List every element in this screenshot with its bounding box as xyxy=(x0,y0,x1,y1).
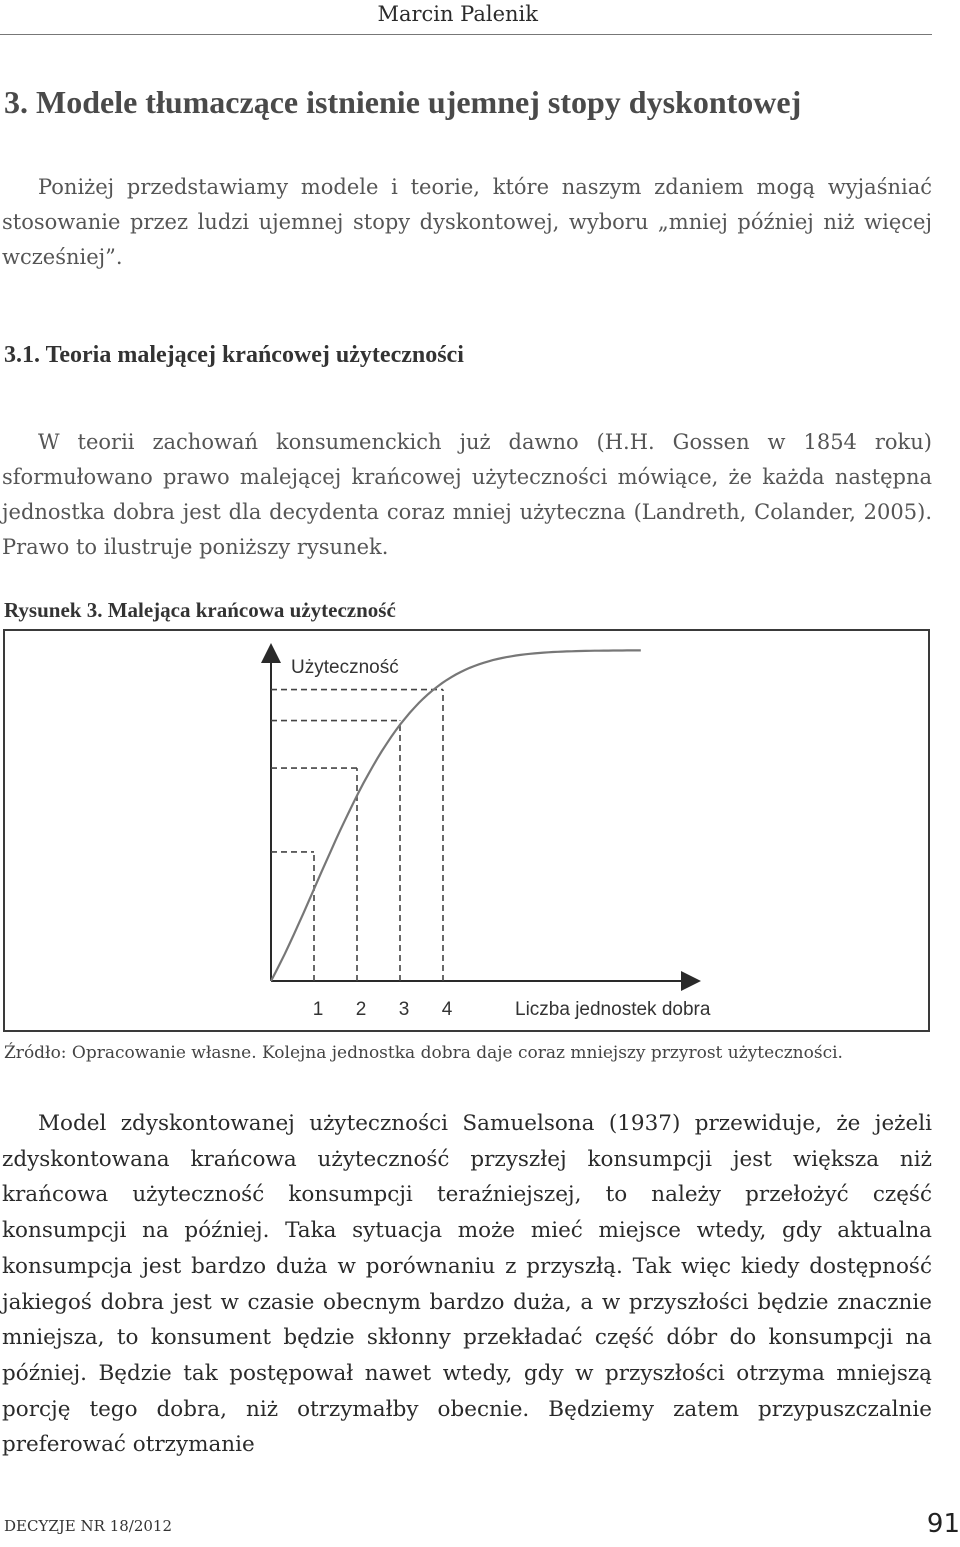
x-tick-label: 4 xyxy=(441,999,453,1020)
figure-source: Źródło: Opracowanie własne. Kolejna jednostka dobra daje coraz mniejszy przyrost użyteczności. xyxy=(4,1043,843,1063)
utility-chart xyxy=(5,631,928,1030)
footer-journal: DECYZJE NR 18/2012 xyxy=(4,1517,173,1535)
subsection-title: 3.1. Teoria malejącej krańcowej użyteczności xyxy=(4,342,464,368)
y-axis-label: Użyteczność xyxy=(291,657,399,678)
body-text: Model zdyskontowanej użyteczności Samuelsona (1937) przewiduje, że jeżeli zdyskontowana krańcowa użyteczność przyszłej konsumpcji jest większa niż krańcowa użyteczność konsumpcji teraźniejszej, to należy przełożyć część konsumpcji na później. Taka sytuacja może mieć miejsce wtedy, gdy aktualna konsumpcja jest bardzo duża w porównaniu z przyszłą. Tak więc kiedy dostępność jakiegoś dobra jest w czasie obecnym bardzo duża, a w przyszłości będzie znacznie mniejsza, to konsument będzie skłonny przekładać część dóbr do konsumpcji na później. Będzie tak postępował nawet wtedy, gdy w przyszłości otrzyma mniejszą porcję tego dobra, niż otrzymałby obecnie. Będziemy zatem przypuszczalnie preferować otrzymanie xyxy=(2,1111,932,1458)
subsection-text: W teorii zachowań konsumenckich już dawno (H.H. Gossen w 1854 roku) sformułowano prawo malejącej krańcowej użyteczności mówiące, że każda następna jednostka dobra jest dla decydenta coraz mniej użyteczna (Landreth, Colander, 2005). Prawo to ilustruje poniższy rysunek. xyxy=(2,430,932,559)
x-axis-label: Liczba jednostek dobra xyxy=(515,999,711,1020)
section-title: 3. Modele tłumaczące istnienie ujemnej stopy dyskontowej xyxy=(4,84,802,120)
figure-frame xyxy=(3,629,930,1032)
header-author: Marcin Palenik xyxy=(377,2,538,26)
body-paragraph xyxy=(2,1106,932,1463)
page-number: 91 xyxy=(926,1509,960,1539)
figure-caption: Rysunek 3. Malejąca krańcowa użyteczność xyxy=(4,598,396,622)
x-tick-label: 1 xyxy=(312,999,324,1020)
subsection-paragraph xyxy=(2,425,932,565)
intro-text: Poniżej przedstawiamy modele i teorie, które naszym zdaniem mogą wyjaśniać stosowanie przez ludzi ujemnej stopy dyskontowej, wyboru „mniej później niż więcej wcześniej”. xyxy=(2,175,932,269)
x-tick-label: 3 xyxy=(398,999,410,1020)
utility-curve xyxy=(271,650,641,981)
intro-paragraph xyxy=(2,170,932,275)
x-tick-label: 2 xyxy=(355,999,367,1020)
header-divider xyxy=(0,34,932,35)
